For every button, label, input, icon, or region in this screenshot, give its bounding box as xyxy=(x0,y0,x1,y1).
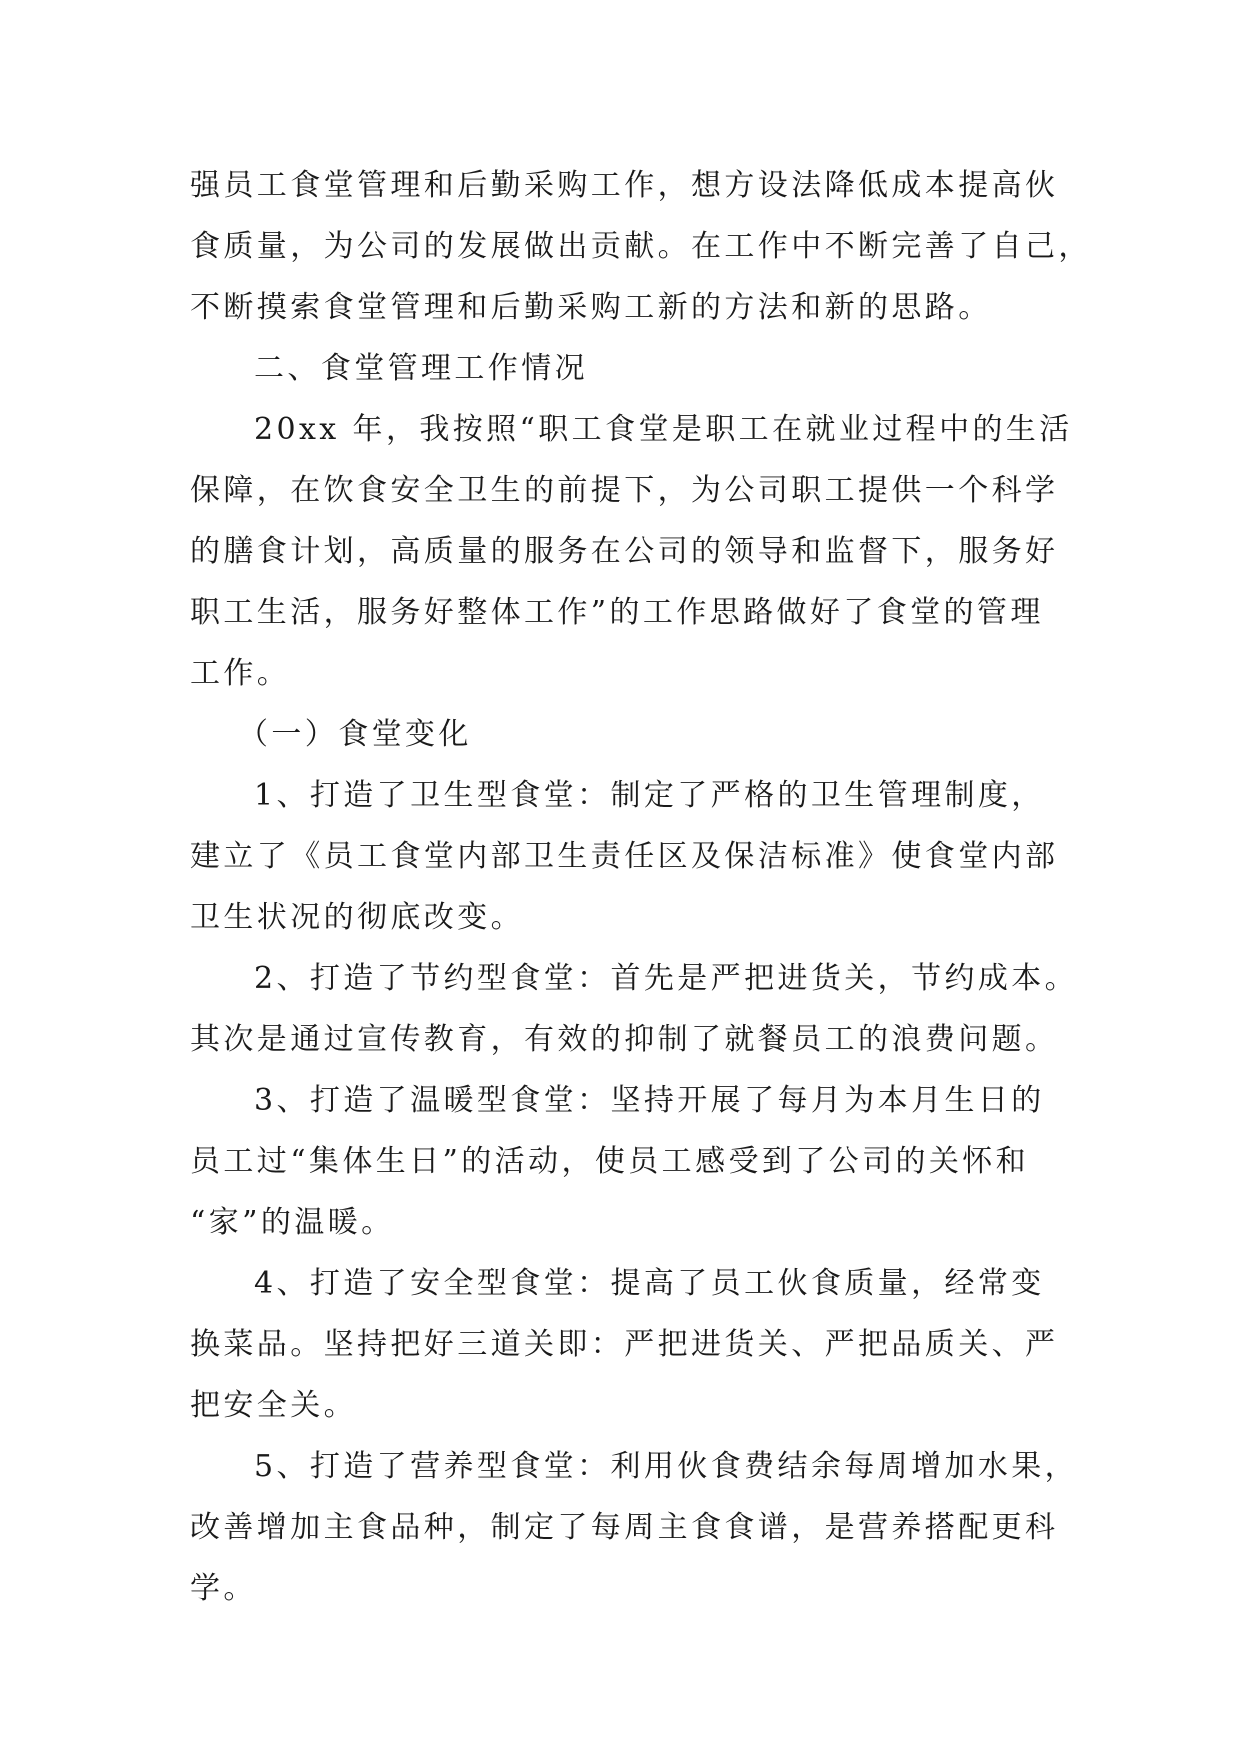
text-line: 卫生状况的彻底改变。 xyxy=(190,900,524,935)
text-line: 20xx 年，我按照“职工食堂是职工在就业过程中的生活 xyxy=(254,412,1073,447)
text-line: 保障，在饮食安全卫生的前提下，为公司职工提供一个科学 xyxy=(190,473,1059,508)
text-line: “家”的温暖。 xyxy=(190,1205,395,1240)
text-line: 不断摸索食堂管理和后勤采购工新的方法和新的思路。 xyxy=(190,290,992,325)
text-line: 改善增加主食品种，制定了每周主食食谱，是营养搭配更科 xyxy=(190,1510,1059,1545)
text-line: 食质量，为公司的发展做出贡献。在工作中不断完善了自己， xyxy=(190,229,1092,264)
subsection-heading: （一）食堂变化 xyxy=(238,717,472,752)
list-item-3: 3、打造了温暖型食堂：坚持开展了每月为本月生日的 xyxy=(254,1083,1045,1118)
text-line: 的膳食计划，高质量的服务在公司的领导和监督下，服务好 xyxy=(190,534,1059,569)
section-heading: 二、食堂管理工作情况 xyxy=(254,351,588,386)
text-line: 换菜品。坚持把好三道关即：严把进货关、严把品质关、严 xyxy=(190,1327,1059,1362)
document-body xyxy=(190,155,1092,1619)
text-line: 学。 xyxy=(190,1571,257,1606)
list-item-1: 1、打造了卫生型食堂：制定了严格的卫生管理制度， xyxy=(254,778,1045,813)
list-item-5: 5、打造了营养型食堂：利用伙食费结余每周增加水果， xyxy=(254,1449,1079,1484)
text-line: 员工过“集体生日”的活动，使员工感受到了公司的关怀和 xyxy=(190,1144,1030,1179)
text-line: 把安全关。 xyxy=(190,1388,357,1423)
text-line: 建立了《员工食堂内部卫生责任区及保洁标准》使食堂内部 xyxy=(190,839,1059,874)
text-line: 职工生活，服务好整体工作”的工作思路做好了食堂的管理 xyxy=(190,595,1044,630)
list-item-2: 2、打造了节约型食堂：首先是严把进货关，节约成本。 xyxy=(254,961,1079,996)
text-line: 工作。 xyxy=(190,656,291,691)
text-line: 强员工食堂管理和后勤采购工作，想方设法降低成本提高伙 xyxy=(190,168,1059,203)
text-line: 其次是通过宣传教育，有效的抑制了就餐员工的浪费问题。 xyxy=(190,1022,1059,1057)
list-item-4: 4、打造了安全型食堂：提高了员工伙食质量，经常变 xyxy=(254,1266,1045,1301)
